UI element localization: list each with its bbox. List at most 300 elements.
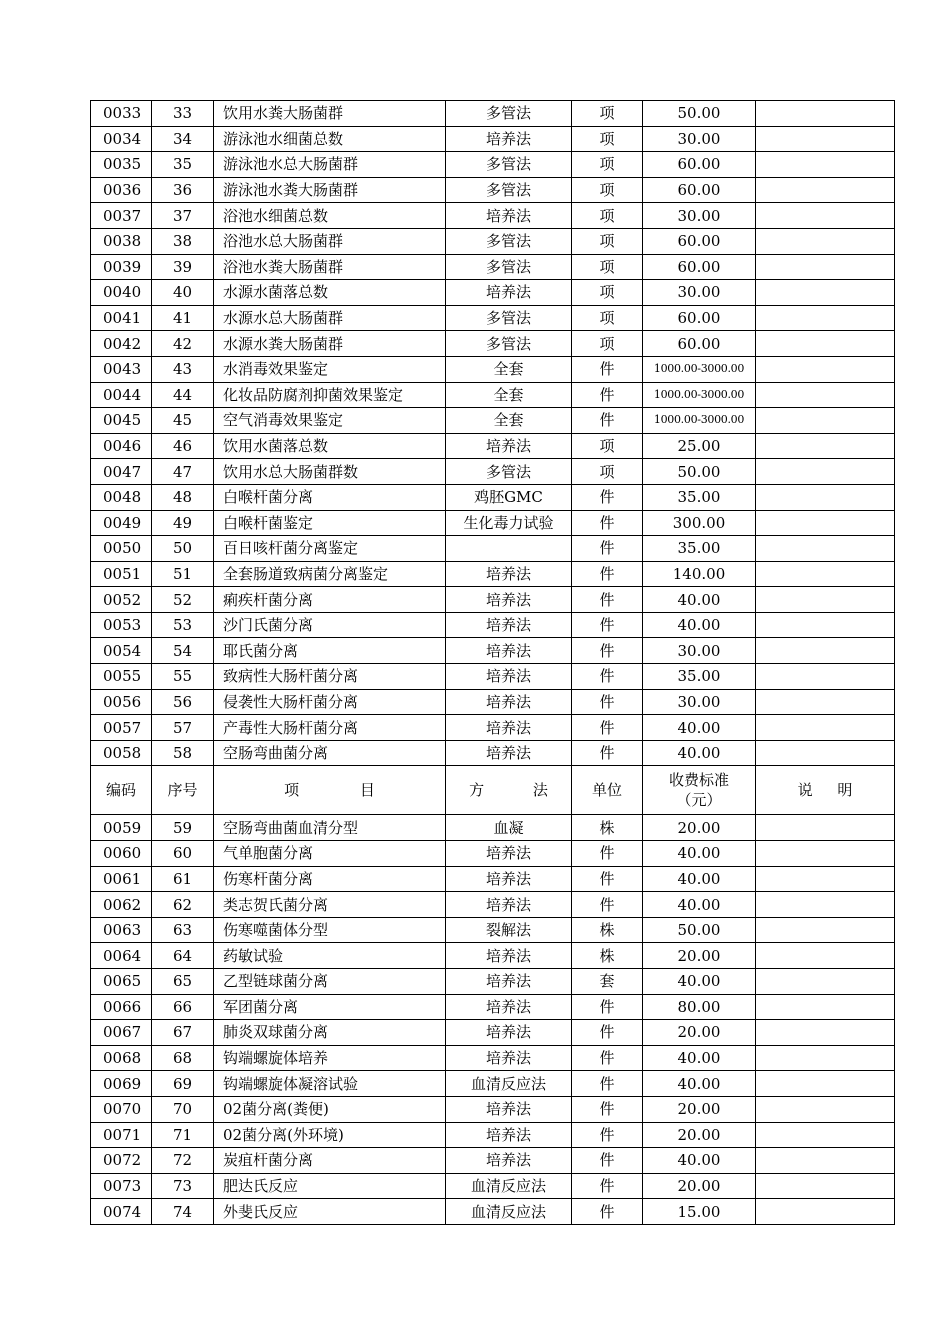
cell-price: 35.00 — [643, 484, 756, 510]
cell-method: 生化毒力试验 — [446, 510, 572, 536]
cell-code: 0058 — [91, 740, 152, 766]
table-row — [91, 331, 895, 357]
cell-seq: 48 — [152, 484, 214, 510]
table-row — [91, 892, 895, 918]
cell-method: 多管法 — [446, 228, 572, 254]
cell-note — [756, 305, 895, 331]
cell-method: 多管法 — [446, 305, 572, 331]
cell-seq: 42 — [152, 331, 214, 357]
cell-code: 0073 — [91, 1173, 152, 1199]
cell-price: 30.00 — [643, 126, 756, 152]
cell-item: 水源水菌落总数 — [214, 280, 446, 306]
cell-code: 0047 — [91, 459, 152, 485]
cell-code: 0070 — [91, 1096, 152, 1122]
cell-seq: 54 — [152, 638, 214, 664]
cell-code: 0043 — [91, 356, 152, 382]
cell-code: 0053 — [91, 612, 152, 638]
cell-unit: 套 — [572, 969, 643, 995]
cell-code: 0062 — [91, 892, 152, 918]
cell-item: 伤寒噬菌体分型 — [214, 917, 446, 943]
cell-seq: 63 — [152, 917, 214, 943]
cell-item: 百日咳杆菌分离鉴定 — [214, 536, 446, 562]
cell-note — [756, 1148, 895, 1174]
cell-method: 培养法 — [446, 1148, 572, 1174]
cell-item: 气单胞菌分离 — [214, 841, 446, 867]
cell-unit: 件 — [572, 587, 643, 613]
cell-seq: 45 — [152, 408, 214, 434]
cell-seq: 55 — [152, 664, 214, 690]
cell-seq: 49 — [152, 510, 214, 536]
cell-price: 30.00 — [643, 203, 756, 229]
cell-code: 0033 — [91, 101, 152, 127]
cell-note — [756, 587, 895, 613]
table-row — [91, 740, 895, 766]
cell-price: 40.00 — [643, 892, 756, 918]
cell-item: 白喉杆菌分离 — [214, 484, 446, 510]
cell-price: 30.00 — [643, 689, 756, 715]
cell-item: 饮用水菌落总数 — [214, 433, 446, 459]
cell-seq: 66 — [152, 994, 214, 1020]
cell-note — [756, 612, 895, 638]
cell-code: 0069 — [91, 1071, 152, 1097]
cell-code: 0049 — [91, 510, 152, 536]
cell-price: 40.00 — [643, 1045, 756, 1071]
cell-code: 0061 — [91, 866, 152, 892]
cell-note — [756, 1045, 895, 1071]
cell-unit: 项 — [572, 254, 643, 280]
cell-note — [756, 740, 895, 766]
cell-code: 0048 — [91, 484, 152, 510]
cell-note — [756, 484, 895, 510]
cell-code: 0072 — [91, 1148, 152, 1174]
cell-unit: 件 — [572, 866, 643, 892]
cell-method: 全套 — [446, 408, 572, 434]
cell-note — [756, 1096, 895, 1122]
cell-seq: 58 — [152, 740, 214, 766]
cell-item: 水消毒效果鉴定 — [214, 356, 446, 382]
cell-seq: 46 — [152, 433, 214, 459]
cell-price: 60.00 — [643, 305, 756, 331]
table-row — [91, 280, 895, 306]
table-row — [91, 177, 895, 203]
header-item: 项 目 — [214, 766, 446, 815]
cell-method: 培养法 — [446, 892, 572, 918]
cell-price: 80.00 — [643, 994, 756, 1020]
cell-code: 0041 — [91, 305, 152, 331]
cell-unit: 件 — [572, 612, 643, 638]
cell-unit: 项 — [572, 203, 643, 229]
cell-unit: 件 — [572, 356, 643, 382]
cell-unit: 件 — [572, 841, 643, 867]
cell-method: 培养法 — [446, 841, 572, 867]
table-row — [91, 408, 895, 434]
cell-seq: 69 — [152, 1071, 214, 1097]
cell-code: 0037 — [91, 203, 152, 229]
cell-price: 50.00 — [643, 917, 756, 943]
cell-method: 培养法 — [446, 587, 572, 613]
cell-price: 20.00 — [643, 815, 756, 841]
cell-method: 血清反应法 — [446, 1199, 572, 1225]
cell-code: 0067 — [91, 1020, 152, 1046]
table-row — [91, 1199, 895, 1225]
table-row — [91, 254, 895, 280]
cell-item: 游泳池水细菌总数 — [214, 126, 446, 152]
cell-code: 0068 — [91, 1045, 152, 1071]
table-row — [91, 969, 895, 995]
table-row — [91, 1071, 895, 1097]
cell-seq: 60 — [152, 841, 214, 867]
table-row — [91, 484, 895, 510]
cell-note — [756, 561, 895, 587]
table-row — [91, 356, 895, 382]
cell-code: 0066 — [91, 994, 152, 1020]
header-seq: 序号 — [152, 766, 214, 815]
cell-price: 20.00 — [643, 943, 756, 969]
header-code: 编码 — [91, 766, 152, 815]
cell-price: 60.00 — [643, 177, 756, 203]
cell-method — [446, 536, 572, 562]
cell-seq: 50 — [152, 536, 214, 562]
header-unit: 单位 — [572, 766, 643, 815]
cell-method: 培养法 — [446, 740, 572, 766]
cell-note — [756, 1199, 895, 1225]
cell-seq: 34 — [152, 126, 214, 152]
table-row — [91, 126, 895, 152]
table-row — [91, 510, 895, 536]
cell-unit: 件 — [572, 382, 643, 408]
cell-price: 60.00 — [643, 152, 756, 178]
cell-item: 空肠弯曲菌分离 — [214, 740, 446, 766]
cell-seq: 56 — [152, 689, 214, 715]
cell-code: 0052 — [91, 587, 152, 613]
header-method: 方 法 — [446, 766, 572, 815]
table-row — [91, 203, 895, 229]
cell-seq: 51 — [152, 561, 214, 587]
cell-note — [756, 177, 895, 203]
cell-item: 游泳池水粪大肠菌群 — [214, 177, 446, 203]
cell-item: 浴池水细菌总数 — [214, 203, 446, 229]
cell-item: 炭疽杆菌分离 — [214, 1148, 446, 1174]
cell-note — [756, 638, 895, 664]
cell-unit: 项 — [572, 126, 643, 152]
cell-method: 血清反应法 — [446, 1071, 572, 1097]
cell-item: 浴池水粪大肠菌群 — [214, 254, 446, 280]
cell-seq: 38 — [152, 228, 214, 254]
cell-price: 20.00 — [643, 1020, 756, 1046]
table-row — [91, 943, 895, 969]
cell-seq: 39 — [152, 254, 214, 280]
cell-price: 50.00 — [643, 101, 756, 127]
cell-item: 浴池水总大肠菌群 — [214, 228, 446, 254]
cell-item: 水源水粪大肠菌群 — [214, 331, 446, 357]
cell-price: 300.00 — [643, 510, 756, 536]
cell-method: 培养法 — [446, 1096, 572, 1122]
table-row — [91, 305, 895, 331]
cell-method: 培养法 — [446, 866, 572, 892]
cell-method: 裂解法 — [446, 917, 572, 943]
table-row — [91, 815, 895, 841]
table-row — [91, 152, 895, 178]
cell-unit: 项 — [572, 228, 643, 254]
cell-item: 致病性大肠杆菌分离 — [214, 664, 446, 690]
cell-price: 40.00 — [643, 969, 756, 995]
cell-seq: 53 — [152, 612, 214, 638]
cell-method: 培养法 — [446, 1045, 572, 1071]
cell-unit: 件 — [572, 484, 643, 510]
cell-unit: 株 — [572, 917, 643, 943]
fee-table — [90, 100, 895, 1225]
cell-price: 25.00 — [643, 433, 756, 459]
cell-item: 游泳池水总大肠菌群 — [214, 152, 446, 178]
cell-code: 0056 — [91, 689, 152, 715]
cell-unit: 件 — [572, 1096, 643, 1122]
cell-code: 0050 — [91, 536, 152, 562]
cell-unit: 项 — [572, 305, 643, 331]
cell-code: 0034 — [91, 126, 152, 152]
cell-item: 乙型链球菌分离 — [214, 969, 446, 995]
cell-item: 全套肠道致病菌分离鉴定 — [214, 561, 446, 587]
cell-code: 0063 — [91, 917, 152, 943]
cell-item: 钩端螺旋体培养 — [214, 1045, 446, 1071]
cell-method: 培养法 — [446, 433, 572, 459]
cell-item: 产毒性大肠杆菌分离 — [214, 715, 446, 741]
cell-seq: 73 — [152, 1173, 214, 1199]
cell-seq: 70 — [152, 1096, 214, 1122]
cell-unit: 件 — [572, 1020, 643, 1046]
cell-price: 40.00 — [643, 866, 756, 892]
cell-unit: 件 — [572, 715, 643, 741]
cell-note — [756, 536, 895, 562]
table-row — [91, 612, 895, 638]
cell-code: 0046 — [91, 433, 152, 459]
cell-item: 水源水总大肠菌群 — [214, 305, 446, 331]
cell-seq: 64 — [152, 943, 214, 969]
cell-seq: 47 — [152, 459, 214, 485]
cell-item: 外斐氏反应 — [214, 1199, 446, 1225]
cell-unit: 项 — [572, 433, 643, 459]
table-row — [91, 715, 895, 741]
cell-unit: 件 — [572, 536, 643, 562]
header-price — [643, 766, 756, 815]
cell-item: 饮用水总大肠菌群数 — [214, 459, 446, 485]
cell-unit: 件 — [572, 994, 643, 1020]
cell-price: 1000.00-3000.00 — [643, 382, 756, 408]
cell-seq: 68 — [152, 1045, 214, 1071]
cell-unit: 件 — [572, 740, 643, 766]
cell-note — [756, 152, 895, 178]
cell-code: 0039 — [91, 254, 152, 280]
cell-note — [756, 1020, 895, 1046]
cell-note — [756, 459, 895, 485]
cell-item: 药敏试验 — [214, 943, 446, 969]
table-row — [91, 561, 895, 587]
cell-item: 钩端螺旋体凝溶试验 — [214, 1071, 446, 1097]
cell-method: 培养法 — [446, 1122, 572, 1148]
cell-item: 军团菌分离 — [214, 994, 446, 1020]
cell-method: 培养法 — [446, 638, 572, 664]
cell-unit: 件 — [572, 510, 643, 536]
cell-item: 02菌分离(粪便) — [214, 1096, 446, 1122]
cell-note — [756, 433, 895, 459]
cell-price: 40.00 — [643, 587, 756, 613]
table-body-bottom — [91, 815, 895, 1225]
cell-unit: 件 — [572, 689, 643, 715]
cell-price: 60.00 — [643, 254, 756, 280]
table-row — [91, 459, 895, 485]
cell-method: 培养法 — [446, 943, 572, 969]
cell-item: 化妆品防腐剂抑菌效果鉴定 — [214, 382, 446, 408]
cell-method: 多管法 — [446, 331, 572, 357]
header-price-line1: 收费标准 — [668, 771, 729, 790]
cell-note — [756, 943, 895, 969]
cell-method: 培养法 — [446, 1020, 572, 1046]
cell-item: 02菌分离(外环境) — [214, 1122, 446, 1148]
cell-unit: 项 — [572, 280, 643, 306]
cell-price: 140.00 — [643, 561, 756, 587]
cell-note — [756, 203, 895, 229]
cell-code: 0065 — [91, 969, 152, 995]
table-row — [91, 1122, 895, 1148]
cell-item: 白喉杆菌鉴定 — [214, 510, 446, 536]
cell-method: 培养法 — [446, 664, 572, 690]
cell-note — [756, 331, 895, 357]
cell-method: 全套 — [446, 382, 572, 408]
cell-code: 0055 — [91, 664, 152, 690]
cell-price: 40.00 — [643, 1148, 756, 1174]
cell-note — [756, 382, 895, 408]
cell-code: 0035 — [91, 152, 152, 178]
table-row — [91, 433, 895, 459]
table-row — [91, 841, 895, 867]
cell-note — [756, 917, 895, 943]
cell-item: 沙门氏菌分离 — [214, 612, 446, 638]
cell-method: 培养法 — [446, 994, 572, 1020]
cell-note — [756, 1173, 895, 1199]
cell-method: 多管法 — [446, 101, 572, 127]
table-row — [91, 689, 895, 715]
cell-code: 0057 — [91, 715, 152, 741]
cell-price: 20.00 — [643, 1096, 756, 1122]
cell-unit: 件 — [572, 638, 643, 664]
cell-price: 50.00 — [643, 459, 756, 485]
table-row — [91, 101, 895, 127]
cell-method: 培养法 — [446, 203, 572, 229]
cell-item: 肥达氏反应 — [214, 1173, 446, 1199]
cell-code: 0051 — [91, 561, 152, 587]
cell-price: 40.00 — [643, 841, 756, 867]
table-row — [91, 382, 895, 408]
cell-note — [756, 228, 895, 254]
cell-method: 培养法 — [446, 561, 572, 587]
cell-method: 培养法 — [446, 715, 572, 741]
cell-seq: 59 — [152, 815, 214, 841]
cell-method: 培养法 — [446, 689, 572, 715]
table-row — [91, 994, 895, 1020]
cell-unit: 项 — [572, 459, 643, 485]
cell-note — [756, 408, 895, 434]
cell-note — [756, 715, 895, 741]
cell-item: 耶氏菌分离 — [214, 638, 446, 664]
cell-price: 1000.00-3000.00 — [643, 356, 756, 382]
cell-seq: 62 — [152, 892, 214, 918]
cell-method: 血清反应法 — [446, 1173, 572, 1199]
cell-item: 饮用水粪大肠菌群 — [214, 101, 446, 127]
cell-note — [756, 510, 895, 536]
cell-unit: 项 — [572, 177, 643, 203]
cell-code: 0060 — [91, 841, 152, 867]
cell-price: 40.00 — [643, 612, 756, 638]
cell-seq: 57 — [152, 715, 214, 741]
cell-method: 培养法 — [446, 612, 572, 638]
cell-seq: 71 — [152, 1122, 214, 1148]
cell-code: 0045 — [91, 408, 152, 434]
cell-code: 0064 — [91, 943, 152, 969]
cell-unit: 件 — [572, 1199, 643, 1225]
cell-note — [756, 126, 895, 152]
cell-code: 0042 — [91, 331, 152, 357]
cell-unit: 项 — [572, 152, 643, 178]
cell-seq: 35 — [152, 152, 214, 178]
table-row — [91, 536, 895, 562]
cell-method: 多管法 — [446, 152, 572, 178]
table-row — [91, 228, 895, 254]
cell-price: 20.00 — [643, 1122, 756, 1148]
cell-method: 多管法 — [446, 177, 572, 203]
cell-note — [756, 689, 895, 715]
cell-note — [756, 815, 895, 841]
cell-item: 痢疾杆菌分离 — [214, 587, 446, 613]
cell-note — [756, 280, 895, 306]
cell-unit: 件 — [572, 561, 643, 587]
cell-unit: 件 — [572, 664, 643, 690]
cell-note — [756, 254, 895, 280]
table-row — [91, 1096, 895, 1122]
table-body-top — [91, 101, 895, 766]
cell-unit: 件 — [572, 408, 643, 434]
cell-note — [756, 994, 895, 1020]
cell-note — [756, 664, 895, 690]
cell-item: 伤寒杆菌分离 — [214, 866, 446, 892]
cell-price: 20.00 — [643, 1173, 756, 1199]
cell-unit: 件 — [572, 1173, 643, 1199]
cell-seq: 40 — [152, 280, 214, 306]
cell-price: 35.00 — [643, 536, 756, 562]
table-row — [91, 866, 895, 892]
cell-seq: 61 — [152, 866, 214, 892]
cell-method: 培养法 — [446, 969, 572, 995]
cell-unit: 项 — [572, 101, 643, 127]
cell-item: 肺炎双球菌分离 — [214, 1020, 446, 1046]
cell-item: 侵袭性大肠杆菌分离 — [214, 689, 446, 715]
cell-method: 多管法 — [446, 254, 572, 280]
table-row — [91, 664, 895, 690]
cell-seq: 67 — [152, 1020, 214, 1046]
cell-code: 0038 — [91, 228, 152, 254]
cell-note — [756, 101, 895, 127]
cell-note — [756, 1071, 895, 1097]
cell-price: 60.00 — [643, 331, 756, 357]
cell-seq: 41 — [152, 305, 214, 331]
table-row — [91, 1173, 895, 1199]
table-row — [91, 638, 895, 664]
cell-code: 0054 — [91, 638, 152, 664]
cell-code: 0040 — [91, 280, 152, 306]
cell-unit: 件 — [572, 892, 643, 918]
cell-seq: 74 — [152, 1199, 214, 1225]
table-header — [91, 766, 895, 815]
cell-price: 30.00 — [643, 280, 756, 306]
cell-note — [756, 892, 895, 918]
